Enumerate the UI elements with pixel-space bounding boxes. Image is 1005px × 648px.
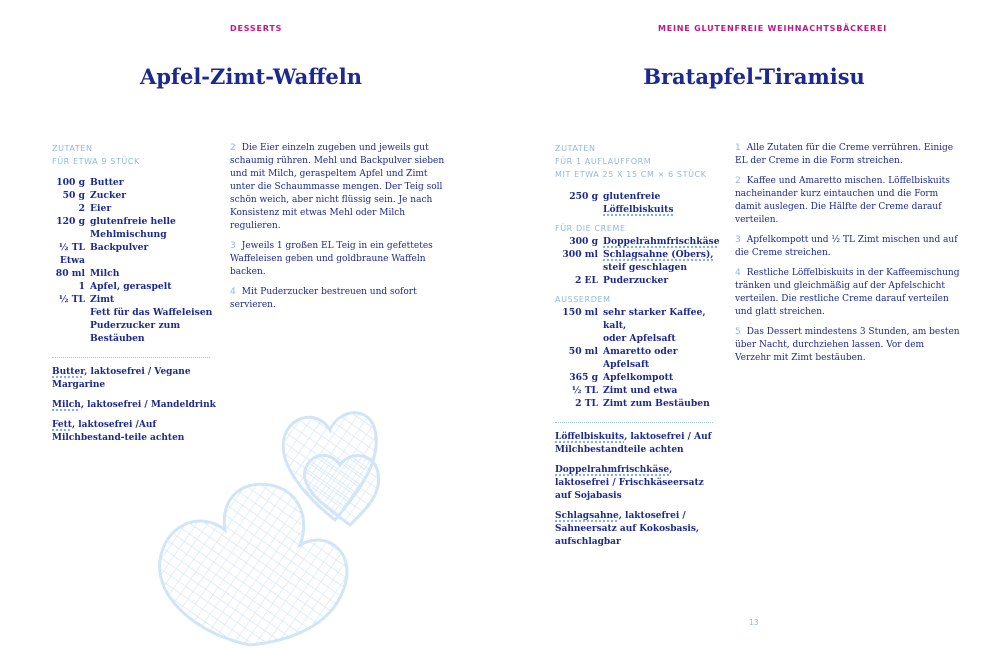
ingredient-qty [52,319,90,332]
ingredient-qty: 100 g [56,177,85,188]
cream-label: FÜR DIE CREME [555,224,626,233]
ingredient-qty [555,203,603,216]
step-item [735,267,960,319]
ingredient-group [555,235,720,287]
ingredient-name: Butter [90,177,124,188]
ingredient-qty: 50 ml [568,346,598,357]
step-text: Das Dessert mindestens 3 Stunden, am besten über Nacht, durchziehen lassen. Vor dem Verzehr mit Zimt bestäuben. [735,327,960,363]
ingredients-column [555,142,720,556]
extra-label: AUSSERDEM [555,295,611,304]
ingredient-qty: Etwa [59,255,85,266]
divider [555,422,713,423]
step-text: Mit Puderzucker bestreuen und sofort servieren. [230,287,417,310]
ingredient-name: Apfel, geraspelt [90,281,172,292]
substitute-term: Butter [52,367,85,377]
step-number: 2 [735,176,741,186]
waffle-hearts-icon [140,400,440,648]
step-item [230,240,452,279]
ingredient-qty: 2 TL [575,398,598,409]
ingredient-qty [52,228,90,241]
ingredient-name: glutenfreie helle [90,216,176,227]
ingredient-row [555,345,720,371]
substitute-note [555,510,720,549]
ingredient-row [52,202,217,215]
yield-label: FÜR 1 AUFLAUFFORM [555,157,652,166]
ingredient-name: Backpulver [90,242,149,253]
ingredient-row [52,293,217,306]
section-heading: MEINE GLUTENFREIE WEIHNACHTSBÄCKEREI [658,24,888,33]
ingredient-row [52,267,217,280]
substitute-note [52,366,217,392]
steps-list [735,142,960,372]
ingredient-name: Schlagsahne (Obers), [603,249,714,260]
ingredient-name: Zimt [90,294,115,305]
recipe-title: Apfel-Zimt-Waffeln [139,64,363,89]
ingredient-row [52,215,217,228]
ingredient-row [52,280,217,293]
ingredient-row [555,332,720,345]
substitute-text: , laktosefrei / Mandeldrink [80,400,216,410]
ingredient-name: Milch [90,268,120,279]
ingredient-qty [555,332,603,345]
ingredient-group [555,306,720,410]
section-heading: DESSERTS [230,24,283,33]
ingredient-row [555,397,720,410]
page-number: 13 [749,618,759,627]
ingredient-qty: 300 g [569,236,598,247]
step-number: 4 [230,287,236,297]
ingredient-row [52,254,217,267]
ingredient-qty: 2 EL [574,275,598,286]
ingredient-row [52,176,217,189]
ingredient-qty: 150 ml [562,307,598,318]
ingredient-name: Fett für das Waffeleisen [90,307,213,318]
ingredient-row [52,228,217,241]
step-text: Apfelkompott und ½ TL Zimt mischen und auf die Creme streichen. [735,235,958,258]
ingredient-row [555,190,720,203]
ingredient-name: sehr starker Kaffee, kalt, [603,307,706,331]
ingredient-qty: 50 g [62,190,85,201]
ingredient-row [52,319,217,332]
ingredient-qty: 1 [78,281,85,292]
right-page [503,0,1005,648]
substitute-term: Fett [52,420,72,430]
step-text: Restliche Löffelbiskuits in der Kaffeemischung tränken und gleichmäßig auf der Apfelschicht verteilen. Die restliche Creme darauf verteilen und glatt streichen. [735,268,960,317]
recipe-title: Bratapfel-Tiramisu [643,64,865,89]
ingredient-qty: ½ TL [58,242,85,253]
ingredient-name: Amaretto oder Apfelsaft [603,346,678,370]
ingredient-name: glutenfreie [603,191,661,202]
ingredient-row [555,274,720,287]
divider [52,357,210,358]
steps-list [230,142,452,319]
substitute-text: , laktosefrei / Auf Milchbestandteile achten [555,432,712,455]
step-text: Jeweils 1 großen EL Teig in ein gefettetes Waffeleisen geben und goldbraune Waffeln backen. [230,241,433,277]
ingredient-name: Puderzucker zum [90,320,181,331]
ingredient-name: Puderzucker [603,275,669,286]
ingredient-qty [52,306,90,319]
step-item [735,142,960,168]
step-text: Kaffee und Amaretto mischen. Löffelbiskuits nacheinander kurz eintauchen und die Form damit auslegen. Die Hälfte der Creme darauf verteilen. [735,176,950,225]
ingredient-row [52,306,217,319]
ingredient-qty: 365 g [569,372,598,383]
step-number: 3 [735,235,741,245]
ingredient-qty: 2 [78,203,85,214]
step-item [735,326,960,365]
step-item [735,175,960,227]
ingredient-row [555,306,720,332]
substitute-list [555,431,720,549]
substitute-note [555,431,720,457]
ingredient-row [555,371,720,384]
ingredient-row [555,235,720,248]
ingredient-row [555,384,720,397]
ingredient-name: Zimt und etwa [603,385,678,396]
ingredient-qty: ½ TL [58,294,85,305]
step-number: 1 [735,143,741,153]
ingredient-row [555,261,720,274]
substitute-term: Milch [52,400,81,410]
step-number: 5 [735,327,741,337]
left-page [0,0,502,648]
ingredients-label: ZUTATEN [555,144,596,153]
substitute-term: Löffelbiskuits [555,432,625,442]
yield-label: MIT ETWA 25 X 15 CM × 6 STÜCK [555,170,707,179]
ingredient-qty [555,261,603,274]
substitute-text: , laktosefrei /Auf Milchbestand-teile achten [52,420,185,443]
ingredient-qty: 300 ml [562,249,598,260]
ingredient-row [52,241,217,254]
ingredient-name: Bestäuben [90,333,145,344]
ingredient-qty: 80 ml [55,268,85,279]
ingredient-name: Eier [90,203,112,214]
substitute-note [555,464,720,503]
ingredient-name: steif geschlagen [603,262,688,273]
ingredient-row [52,189,217,202]
ingredient-name: Doppelrahmfrischkäse [603,236,720,247]
ingredient-qty: 120 g [56,216,85,227]
ingredients-label: ZUTATEN [52,144,93,153]
ingredient-name: Apfelkompott [603,372,674,383]
step-item [735,234,960,260]
step-item [230,142,452,233]
ingredient-name: Mehlmischung [90,229,167,240]
substitute-text: , laktosefrei / Vegane Margarine [52,367,191,390]
ingredient-name: Löffelbiskuits [603,204,674,215]
step-number: 2 [230,143,236,153]
yield-label: FÜR ETWA 9 STÜCK [52,157,140,166]
substitute-term: Schlagsahne [555,511,619,521]
step-number: 3 [230,241,236,251]
step-text: Die Eier einzeln zugeben und jeweils gut schaumig rühren. Mehl und Backpulver sieben und mit Milch, geraspeltem Apfel und Zimt unter die Schaummasse mengen. Der Teig soll schön weich, aber nicht flüssig sein. Je nach Konsistenz mit etwas Mehl oder Milch regulieren. [230,143,445,231]
step-item [230,286,452,312]
ingredient-qty: 250 g [569,191,598,202]
ingredient-row [555,248,720,261]
substitute-text: , laktosefrei / Sahneersatz auf Kokosbasis, aufschlagbar [555,511,700,547]
step-text: Alle Zutaten für die Creme verrühren. Einige EL der Creme in die Form streichen. [735,143,954,166]
step-number: 4 [735,268,741,278]
ingredient-name: Zimt zum Bestäuben [603,398,710,409]
substitute-term: Doppelrahmfrischkäse [555,465,670,475]
ingredient-name [90,254,217,267]
ingredient-name: oder Apfelsaft [603,333,676,344]
ingredient-name: Zucker [90,190,127,201]
ingredient-group [555,190,720,216]
substitute-text: , laktosefrei / Frischkäseersatz auf Sojabasis [555,465,704,501]
ingredient-row [52,332,217,345]
ingredient-qty [52,332,90,345]
ingredient-list [52,176,217,345]
ingredient-row [555,203,720,216]
ingredient-qty: ½ TL [571,385,598,396]
